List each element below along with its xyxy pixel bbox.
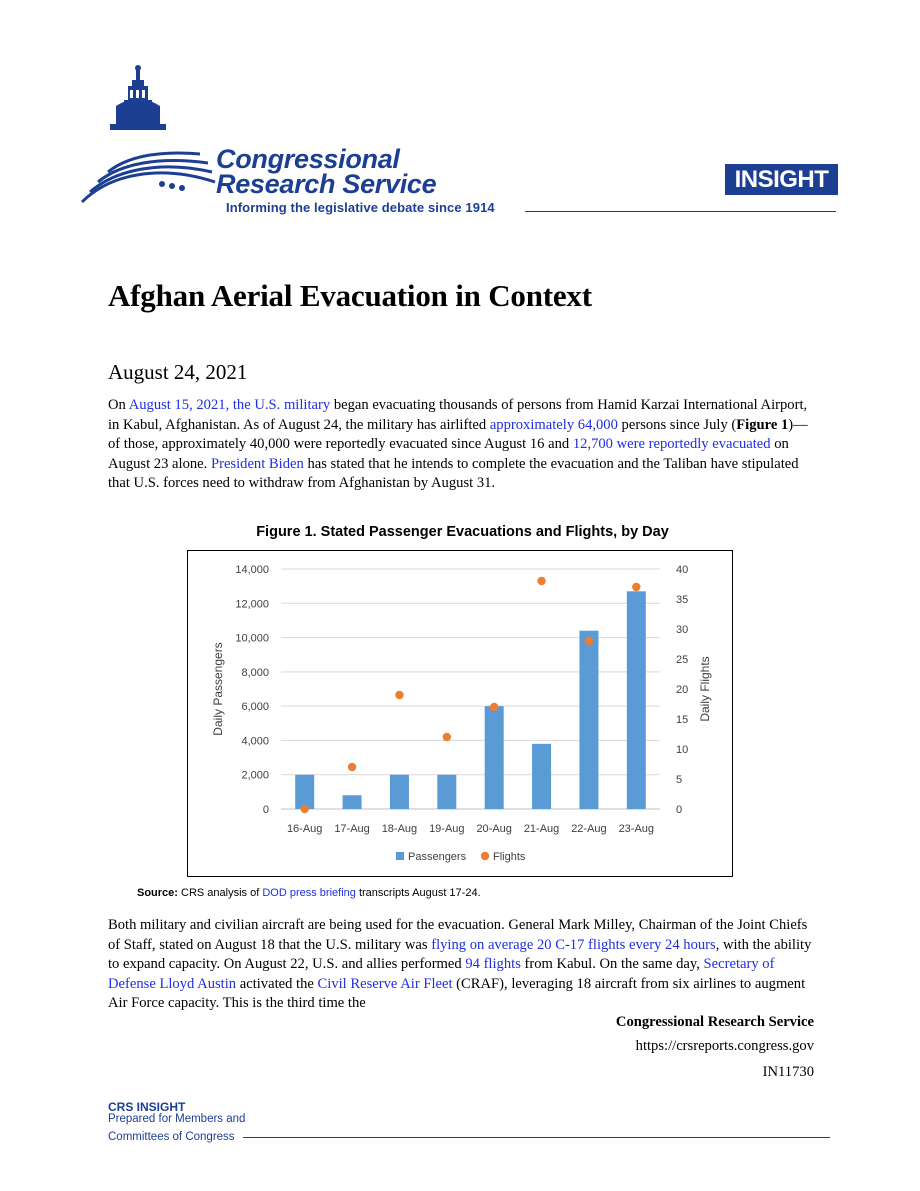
link-12700-evacuated[interactable]: 12,700 were reportedly evacuated bbox=[572, 436, 771, 453]
point-flights bbox=[443, 733, 451, 741]
logo-tagline: Informing the legislative debate since 1914 bbox=[226, 200, 495, 215]
y2-tick-label: 0 bbox=[676, 804, 683, 816]
link-secretary-austin[interactable]: Secretary of Defense Lloyd Austin bbox=[108, 956, 775, 992]
evacuation-chart bbox=[188, 551, 732, 876]
bar-passengers bbox=[579, 631, 598, 809]
y2-tick-label: 15 bbox=[676, 714, 689, 726]
paragraph-intro bbox=[108, 396, 814, 494]
y2-tick-label: 10 bbox=[676, 744, 689, 756]
footer-report-id: IN11730 bbox=[762, 1064, 814, 1080]
y-tick-label: 8,000 bbox=[241, 666, 269, 679]
text-run: (CRAF), leveraging 18 aircraft from six airlines to augment Air Force capacity. This is the third time the bbox=[108, 975, 806, 1012]
x-tick-label: 18-Aug bbox=[381, 823, 418, 835]
point-flights bbox=[300, 805, 308, 813]
prepared-for-line1: Prepared for Members and bbox=[108, 1113, 246, 1125]
link-flying-on-average[interactable]: flying on average 20 C-17 flights every 24 hours bbox=[431, 936, 716, 953]
text-run: has stated that he intends to complete the evacuation and the Taliban have stipulated that U.S. forces need to withdraw from Afghanistan by August 31. bbox=[108, 455, 799, 492]
y2-tick-label: 30 bbox=[676, 624, 689, 636]
y-axis-title: Daily Passengers bbox=[211, 642, 225, 736]
footer-url[interactable]: https://crsreports.congress.gov bbox=[635, 1038, 814, 1054]
y2-axis-title: Daily Flights bbox=[698, 656, 712, 722]
figure-reference: Figure 1 bbox=[736, 416, 789, 433]
x-tick-label: 17-Aug bbox=[334, 823, 370, 835]
chart-frame bbox=[187, 550, 733, 877]
source-label: Source: bbox=[137, 887, 178, 899]
bar-passengers bbox=[437, 775, 456, 809]
legend-swatch-passengers bbox=[396, 852, 404, 860]
paragraph-aircraft bbox=[108, 916, 814, 1014]
insight-badge: INSIGHT bbox=[725, 164, 838, 195]
x-tick-label: 22-Aug bbox=[571, 823, 607, 835]
link-dod-press-briefing[interactable]: DOD press briefing bbox=[262, 887, 356, 899]
y-tick-label: 0 bbox=[262, 804, 269, 816]
logo-wordmark-line1: Congressional bbox=[216, 144, 400, 174]
point-flights bbox=[395, 691, 403, 699]
y2-tick-label: 25 bbox=[676, 654, 689, 666]
y2-tick-label: 35 bbox=[676, 594, 689, 606]
legend-label-passengers: Passengers bbox=[408, 851, 467, 863]
y-tick-label: 2,000 bbox=[241, 769, 269, 782]
x-tick-label: 19-Aug bbox=[429, 823, 465, 835]
y-tick-label: 12,000 bbox=[235, 598, 269, 611]
bar-passengers bbox=[627, 591, 646, 809]
text-run: )—of those, approximately 40,000 were reportedly evacuated since August 16 and bbox=[108, 416, 808, 453]
y-tick-label: 14,000 bbox=[235, 564, 269, 576]
figure-source bbox=[137, 887, 481, 899]
point-flights bbox=[490, 703, 498, 711]
point-flights bbox=[537, 577, 545, 585]
capitol-dome-logo-icon bbox=[80, 64, 220, 214]
y2-tick-label: 20 bbox=[676, 684, 689, 696]
link-august-15[interactable]: August 15, 2021, the U.S. military bbox=[128, 397, 331, 413]
point-flights bbox=[348, 763, 356, 771]
link-94-flights[interactable]: 94 flights bbox=[465, 956, 521, 973]
link-civil-reserve-air-fleet[interactable]: Civil Reserve Air Fleet bbox=[317, 975, 453, 992]
y-tick-label: 10,000 bbox=[235, 632, 269, 645]
logo-wordmark-line2: Research Service bbox=[216, 169, 437, 199]
crs-insight-label: CRS INSIGHT bbox=[108, 1100, 186, 1114]
text-run: On bbox=[108, 397, 129, 413]
text-run: CRS analysis of bbox=[177, 887, 263, 899]
text-run: persons since July ( bbox=[617, 416, 737, 433]
bar-passengers bbox=[485, 706, 504, 809]
document-date: August 24, 2021 bbox=[108, 360, 248, 384]
bar-passengers bbox=[343, 795, 362, 809]
x-tick-label: 16-Aug bbox=[286, 823, 323, 835]
x-tick-label: 23-Aug bbox=[618, 823, 655, 835]
tagline-rule bbox=[525, 211, 836, 212]
bar-passengers bbox=[295, 775, 314, 809]
footer-rule bbox=[243, 1137, 830, 1138]
x-tick-label: 20-Aug bbox=[476, 823, 512, 835]
text-run: transcripts August 17-24. bbox=[355, 887, 481, 899]
bar-passengers bbox=[390, 775, 409, 809]
prepared-for-line2: Committees of Congress bbox=[108, 1131, 235, 1143]
x-tick-label: 21-Aug bbox=[523, 823, 560, 835]
y-tick-label: 4,000 bbox=[241, 735, 269, 748]
text-run: Both military and civilian aircraft are being used for the evacuation. General Mark Milley, Chairman of the Joint Chiefs of Staff, stated on August 18 that the U.S. military was bbox=[108, 917, 808, 953]
figure-title: Figure 1. Stated Passenger Evacuations and Flights, by Day bbox=[256, 524, 669, 540]
bar-passengers bbox=[532, 744, 551, 809]
link-approximately-64000[interactable]: approximately 64,000 bbox=[489, 416, 618, 433]
footer-org: Congressional Research Service bbox=[615, 1014, 814, 1030]
text-run: activated the bbox=[236, 975, 318, 992]
legend-label-flights: Flights bbox=[493, 851, 526, 863]
document-title: Afghan Aerial Evacuation in Context bbox=[108, 278, 592, 313]
point-flights bbox=[632, 583, 640, 591]
text-run: began evacuating thousands of persons from Hamid Karzai International Airport, in Kabul, Afghanistan. As of August 24, the military has airlifted bbox=[108, 397, 808, 433]
y2-tick-label: 40 bbox=[676, 564, 689, 576]
text-run: , with the ability to expand capacity. On August 22, U.S. and allies performed bbox=[108, 936, 812, 973]
text-run: on August 23 alone. bbox=[108, 436, 789, 472]
link-president-biden[interactable]: President Biden bbox=[210, 455, 304, 472]
point-flights bbox=[585, 637, 593, 645]
legend-swatch-flights bbox=[481, 852, 489, 860]
text-run: from Kabul. On the same day, bbox=[520, 956, 704, 973]
y-tick-label: 6,000 bbox=[241, 701, 269, 714]
y2-tick-label: 5 bbox=[676, 774, 683, 786]
